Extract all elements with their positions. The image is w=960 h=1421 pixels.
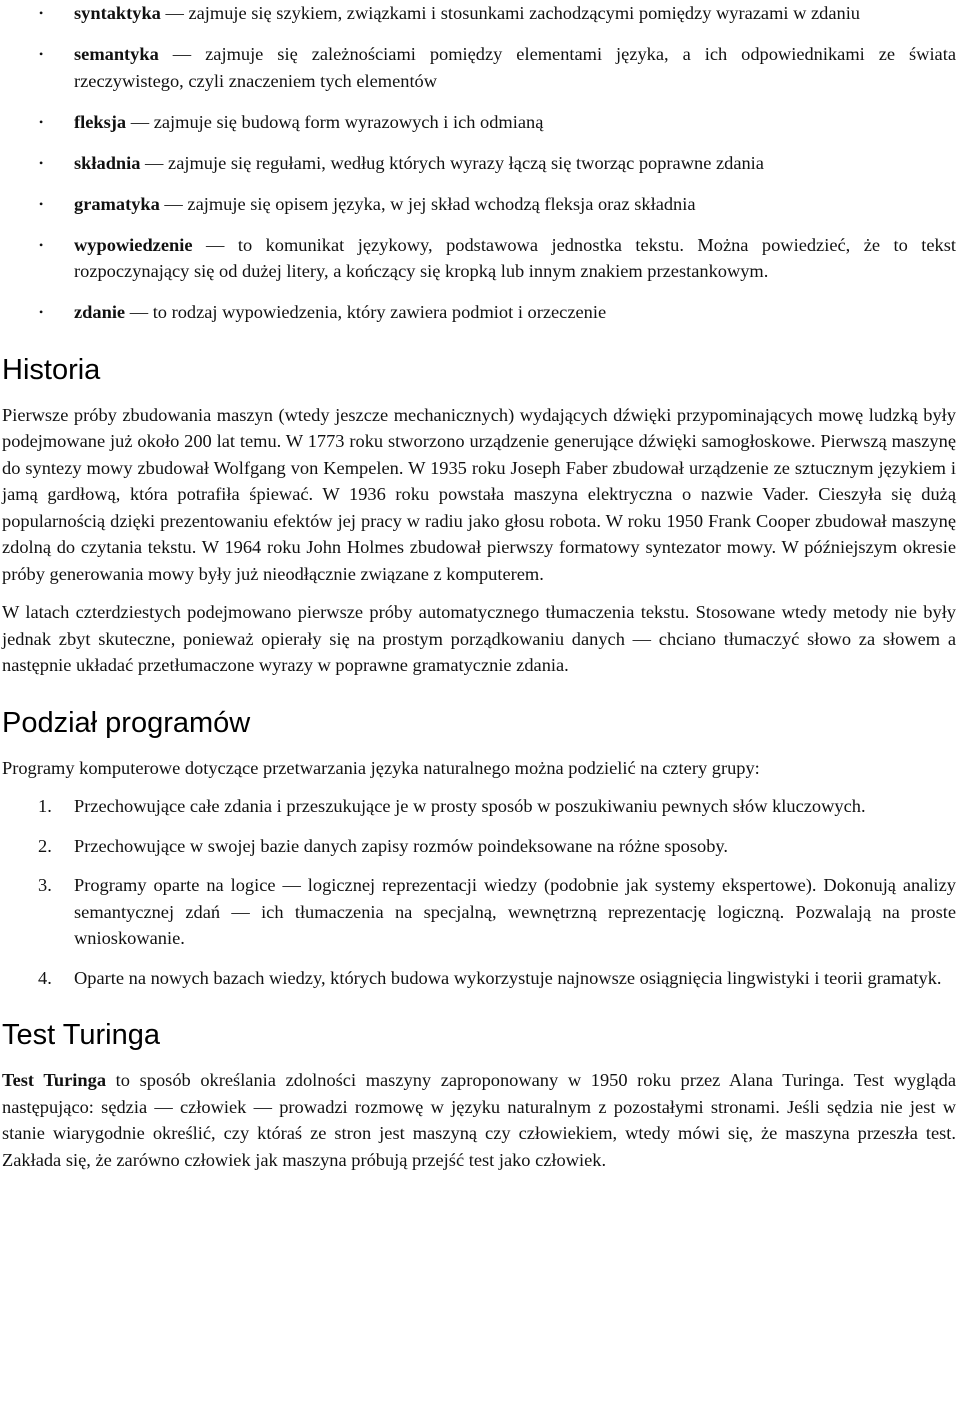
definition-item (2, 109, 956, 136)
list-number: 3. (38, 875, 52, 895)
definition-term: semantyka (74, 44, 159, 64)
program-group-text: Oparte na nowych bazach wiedzy, których budowa wykorzystuje najnowsze osiągnięcia lingwistyki i teorii gramatyk. (74, 967, 942, 988)
list-number: 1. (38, 796, 52, 816)
definition-dash: — (126, 111, 154, 132)
definition-desc: zajmuje się zależnościami pomiędzy elementami języka, a ich odpowiednikami ze świata rzeczywistego, czyli znaczeniem tych elementów (74, 44, 956, 91)
bullet-icon: • (39, 155, 44, 170)
program-group-item (2, 872, 956, 952)
definition-item (2, 232, 956, 285)
program-group-item (2, 833, 956, 860)
bullet-icon: • (39, 114, 44, 129)
definition-desc: zajmuje się opisem języka, w jej skład wchodzą fleksja oraz składnia (187, 193, 696, 214)
program-group-text: Przechowujące w swojej bazie danych zapisy rozmów poindeksowane na różne sposoby. (74, 835, 729, 856)
bullet-icon: • (39, 237, 44, 252)
definition-desc: to komunikat językowy, podstawowa jednostka tekstu. Można powiedzieć, że to tekst rozpoczynający się od dużej litery, a kończący się kropką lub innym znakiem przestankowym. (74, 234, 956, 281)
definition-desc: zajmuje się szykiem, związkami i stosunkami zachodzącymi pomiędzy wyrazami w zdaniu (188, 3, 861, 23)
list-number: 2. (38, 835, 52, 856)
bullet-icon: • (39, 47, 44, 61)
program-group-text: Programy oparte na logice — logicznej reprezentacji wiedzy (podobnie jak systemy ekspertowe). Dokonują analizy semantycznej zdań — ich tłumaczenia na specjalną, wewnętrzną reprezentację logiczną. Pozwalają na proste wnioskowanie. (74, 875, 956, 948)
definition-item (2, 0, 956, 27)
podzial-intro: Programy komputerowe dotyczące przetwarzania języka naturalnego można podzielić na cztery grupy: (2, 757, 760, 778)
program-group-text: Przechowujące całe zdania i przeszukujące je w prosty sposób w poszukiwaniu pewnych słów kluczowych. (74, 796, 866, 816)
definition-dash: — (159, 193, 188, 214)
historia-paragraph-2: W latach czterdziestych podejmowano pierwsze próby automatycznego tłumaczenia tekstu. Stosowane wtedy metody nie były jednak zbyt skuteczne, ponieważ opierały się na prostym porządkowaniu danych — chciano tłumaczyć słowo za słowem a następnie układać przetłumaczone wyrazy w poprawne gramatycznie zdania. (2, 602, 956, 675)
bullet-icon: • (39, 6, 44, 20)
definition-item (2, 41, 956, 94)
definition-dash: — (125, 302, 153, 322)
definition-term: składnia (74, 152, 141, 173)
definition-term: wypowiedzenie (74, 234, 193, 255)
bullet-icon: • (39, 196, 44, 211)
definition-item (2, 191, 956, 218)
definition-desc: to rodzaj wypowiedzenia, który zawiera podmiot i orzeczenie (152, 302, 607, 322)
definition-desc: zajmuje się budową form wyrazowych i ich odmianą (153, 111, 544, 132)
historia-paragraph-1: Pierwsze próby zbudowania maszyn (wtedy jeszcze mechanicznych) wydających dźwięki przypominających mowę ludzką były podejmowane już około 200 lat temu. W 1773 roku stworzono urządzenie generujące dźwięki samogłoskowe. Pierwszą maszynę do syntezy mowy zbudował Wolfgang von Kempelen. W 1935 roku Joseph Faber zbudował urządzenie ze sztucznym językiem i jamą gardłową, która potrafiła śpiewać. W 1936 roku powstała maszyna elektryczna o nazwie Vader. Cieszyła się dużą popularnością dzięki prezentowaniu efektów jej pracy w radiu jako głosu robota. W roku 1950 Frank Cooper zbudował maszynę zdolną do czytania tekstu. W 1964 roku John Holmes zbudował pierwszy formatowy syntezator mowy. W późniejszym okresie próby generowania mowy były już nieodłącznie związane z komputerem. (2, 404, 956, 584)
program-group-item (2, 793, 956, 820)
definition-dash: — (160, 3, 189, 23)
list-number: 4. (38, 967, 52, 988)
turing-heading: Test Turinga (2, 1019, 160, 1051)
definition-list (2, 0, 956, 326)
definition-dash: — (158, 44, 206, 64)
definition-term: syntaktyka (74, 3, 161, 23)
definition-term: gramatyka (74, 193, 160, 214)
turing-text: to sposób określania zdolności maszyny zaproponowany w 1950 roku przez Alana Turinga. Test wygląda następująco: sędzia — człowiek — prowadzi rozmowę w języku naturalnym z pozostałymi stronami. Jeśli sędzia nie jest w stanie wiarygodnie określić, czy któraś ze stron jest maszyną czy człowiekiem, wtedy mówi się, że maszyna przeszła test. Zakłada się, że zarówno człowiek jak maszyna próbują przejść test jako człowiek. (2, 1070, 956, 1170)
definition-item (2, 299, 956, 326)
turing-term: Test Turinga (2, 1070, 107, 1090)
historia-heading: Historia (2, 353, 101, 386)
program-groups-list (2, 793, 956, 991)
definition-dash: — (140, 152, 169, 173)
definition-item (2, 150, 956, 177)
program-group-item (2, 965, 956, 992)
turing-paragraph (2, 1067, 956, 1173)
definition-term: zdanie (74, 302, 126, 322)
podzial-heading: Podział programów (2, 706, 251, 739)
definition-dash: — (192, 234, 238, 255)
bullet-icon: • (39, 305, 44, 319)
definition-term: fleksja (74, 111, 127, 132)
definition-desc: zajmuje się regułami, według których wyrazy łączą się tworząc poprawne zdania (168, 152, 764, 173)
